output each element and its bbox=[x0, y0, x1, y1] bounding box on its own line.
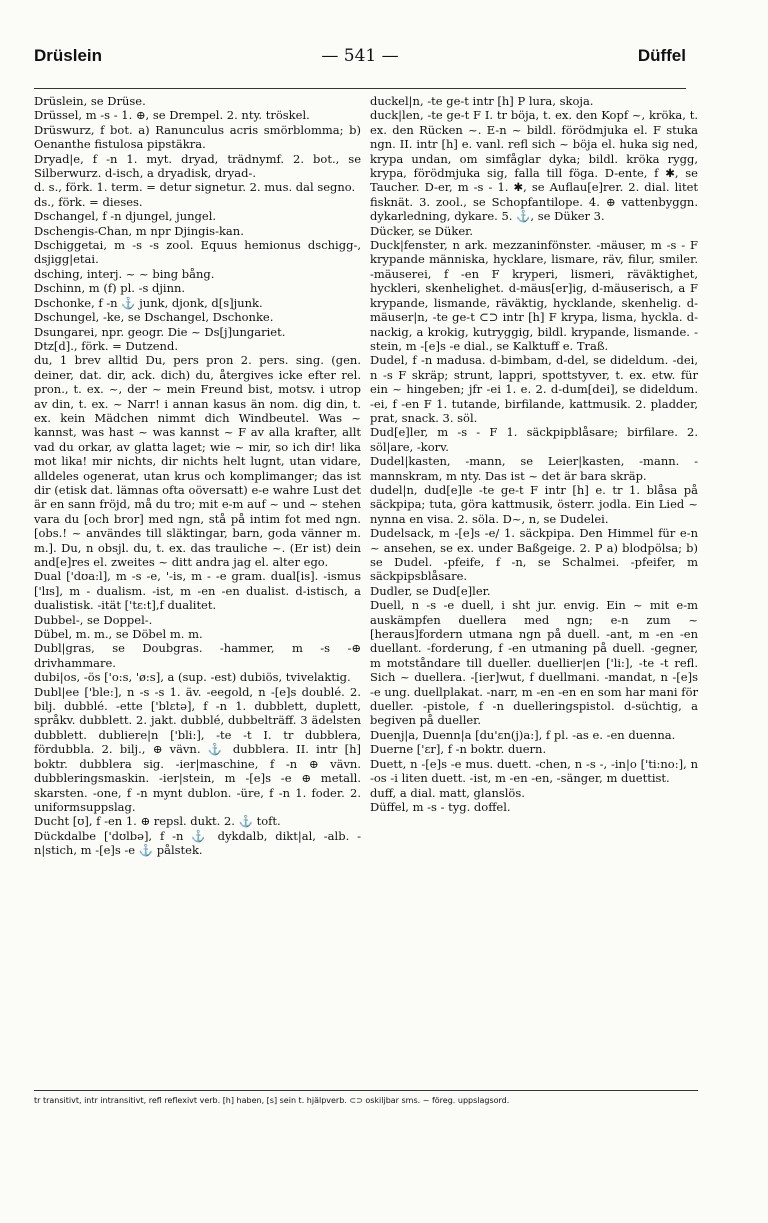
page-header bbox=[34, 46, 686, 72]
dictionary-entry: du, 1 brev alltid Du, pers pron 2. pers. sing. (gen. deiner, dat. dir, ack. dich) du, återgives icke efter rel. pron., t. ex. ~, der ~ mein Freund bist, motsv. i utrop av din, t. ex. ~ Narr! i annan kasus än nom. dig din, t. ex. kein Mädchen nimmt dich Windbeutel. Was ~ kannst, was hast ~ was kannst ~ F av alla krafter, allt vad du orkar, av glatta laget; wie ~ mir, so ich dir! lika mot lika! mir nichts, dir nichts helt lugnt, utan vidare, alldeles ogenerat, utan krus och komplimanger; das ist dir (etisk dat. lämnas ofta oöversatt) e-e wahre Lust det är en sann fröjd, må du tro; mit e-m auf ~ und ~ stehen vara du [och bror] med ngn, stå på intim fot med ngn. [obs.! ~ användes till släktingar, barn, goda vänner m. m.]. Du, n obsjl. du, t. ex. das trauliche ~. (Er ist) dein and[e]res el. zweites ~ ditt andra jag el. alter ego. bbox=[34, 353, 361, 569]
page-number: — 541 — bbox=[321, 46, 399, 66]
dictionary-entry: Duell, n -s -e duell, i sht jur. envig. Ein ~ mit e-m auskämpfen duellera med ngn; e-n zum ~ [heraus]fordern utmana ngn på duell. -ant, m -en -en duellant. -forderung, f -en utmaning på duell. -gegner, m motståndare till dueller. duellier|en ['li:], -te -t refl. Sich ~ duellera. -[ier]wut, f duellmani. -mandat, n -[e]s -e ung. duellplakat. -narr, m -en -en en som har mani för dueller. -pistole, f -n duelleringspistol. d-süchtig, a begiven på dueller. bbox=[370, 598, 698, 728]
dictionary-entry: Drüswurz, f bot. a) Ranunculus acris smörblomma; b) Oenanthe fistulosa pipstäkra. bbox=[34, 122, 361, 152]
left-guide-word: Drüslein bbox=[34, 46, 103, 65]
dictionary-entry: Dual ['dʊa:l], m -s -e, '-is, m - -e gram. dual[is]. -ismus ['lɪs], m - dualism. -ist, m -en -en dualist. d-istisch, a dualistisk. -ität ['tɛ:t],f dualitet. bbox=[34, 569, 361, 613]
dictionary-entry: Dtz[d]., förk. = Dutzend. bbox=[34, 338, 178, 353]
left-column bbox=[34, 94, 361, 858]
dictionary-entry: Dud[e]ler, m -s - F 1. säckpipblåsare; birfilare. 2. söl|are, -korv. bbox=[370, 425, 698, 454]
dictionary-entry: Dubl|ee ['ble:], n -s -s 1. äv. -eegold, n -[e]s doublé. 2. bilj. dubblé. -ette ['blɛtə], f -n 1. dubblett, duplett, språkv. dubblett. 2. jakt. dubblé, dubbelträff. 3 ädelsten dubblett. dubliere|n ['bli:], -te -t I. tr dubblera, fördubbla. 2. bilj., ⊕ vävn. ⚓ dubblera. II. intr [h] boktr. dubblera sig. -ier|maschine, f -n ⊕ vävn. dubbleringsmaskin. -ier|stein, m -[e]s -e ⊕ metall. skarsten. -one, f -n mynt dublon. -üre, f -n 1. foder. 2. uniformsuppslag. bbox=[34, 684, 361, 814]
dictionary-entry: dudel|n, dud[e]le -te ge-t F intr [h] e. tr 1. blåsa på säckpipa; tuta, göra kattmusik, österr. jodla. Ein Lied ~ nynna en visa. 2. söla. D~, n, se Dudelei. bbox=[370, 482, 698, 526]
dictionary-entry: Dubbel-, se Doppel-. bbox=[34, 612, 153, 627]
dictionary-entry: duff, a dial. matt, glanslös. bbox=[370, 785, 525, 800]
dictionary-entry: d. s., förk. 1. term. = detur signetur. 2. mus. dal segno. bbox=[34, 180, 356, 195]
dictionary-entry: Dudel|kasten, -mann, se Leier|kasten, -mann. -mannskram, m nty. Das ist ~ det är bara skräp. bbox=[370, 454, 698, 483]
abbreviation-key: tr transitivt, intr intransitivt, refl reflexivt verb. [h] haben, [s] sein t. hjälpverb. ⊂⊃ oskiljbar sms. ~ föreg. uppslagsord. bbox=[34, 1090, 698, 1106]
dictionary-entry: Dryad|e, f -n 1. myt. dryad, trädnymf. 2. bot., se Silberwurz. d-isch, a dryadisk, dryad-. bbox=[34, 151, 361, 181]
dictionary-entry: Duck|fenster, n ark. mezzaninfönster. -mäuser, m -s - F krypande människa, hycklare, lismare, räv, filur, smiler. -mäuserei, f -en F kryperi, lismeri, räväktighet, hyckleri, skenhelighet. d-mäus[er]ig, d-mäuserisch, a F krypande, lismande, räväktig, hycklande, skenhelig. d-mäuser|n, -te ge-t ⊂⊃ intr [h] F krypa, lisma, hyckla. d-nackig, a krokig, kutryggig, bildl. krypande, lismande. -stein, m -[e]s -e dial., se Kalktuff e. Traß. bbox=[370, 238, 698, 353]
dictionary-entry: Duenj|a, Duenn|a [du'ɛn(j)a:], f pl. -as e. -en duenna. bbox=[370, 727, 676, 742]
dictionary-entry: Dsungarei, npr. geogr. Die ~ Ds[j]ungariet. bbox=[34, 324, 286, 339]
dictionary-entry: Duett, n -[e]s -e mus. duett. -chen, n -s -, -in|o ['ti:no:], n -os -i liten duett. -ist, m -en -en, -sänger, m duettist. bbox=[370, 756, 698, 786]
dictionary-entry: duck|len, -te ge-t F I. tr böja, t. ex. den Kopf ~, kröka, t. ex. den Rücken ~. E-n ~ bildl. förödmjuka el. F stuka ngn. II. intr [h] e. vanl. refl sich ~ böja el. huka sig ned, krypa undan, om simfåglar dyka; bildl. kröka rygg, krypa, förödmjuka sig, falla till föga. D-ente, f ✱, se Taucher. D-er, m -s - 1. ✱, se Auflau[e]rer. 2. dial. litet fisknät. 3. zool., se Schopfantilope. 4. ⊕ vattenbyggn. dykarledning, dykare. 5. ⚓, se Düker 3. bbox=[370, 108, 698, 224]
dictionary-entry: Dücker, se Düker. bbox=[370, 223, 474, 238]
dictionary-entry: Dudelsack, m -[e]s -e/ 1. säckpipa. Den Himmel für e-n ~ ansehen, se ex. under Baßgeige. 2. P a) blodpölsa; b) se Dudel. -pfeife, f -n, se Schalmei. -pfeifer, m säckpipsblåsare. bbox=[370, 526, 698, 584]
dictionary-entry: Duerne ['ɛr], f -n boktr. duern. bbox=[370, 742, 547, 757]
dictionary-entry: Drüslein, se Drüse. bbox=[34, 94, 146, 108]
dictionary-entry: Ducht [ʊ], f -en 1. ⊕ repsl. dukt. 2. ⚓ toft. bbox=[34, 814, 281, 829]
right-guide-word: Düffel bbox=[637, 46, 686, 65]
dictionary-entry: Dubl|gras, se Doubgras. -hammer, m -s -⊕ drivhammare. bbox=[34, 641, 361, 670]
dictionary-entry: Dückdalbe ['dʊlbə], f -n ⚓ dykdalb, dikt|al, -alb. -n|stich, m -[e]s -e ⚓ pålstek. bbox=[34, 828, 361, 858]
dictionary-entry: Drüssel, m -s - 1. ⊕, se Drempel. 2. nty. tröskel. bbox=[34, 108, 310, 123]
dictionary-entry: ds., förk. = dieses. bbox=[34, 194, 143, 209]
dictionary-entry: Dschengis-Chan, m npr Djingis-kan. bbox=[34, 223, 244, 238]
dictionary-entry: dsching, interj. ~ ~ bing bång. bbox=[34, 266, 215, 281]
dictionary-entry: Dschonke, f -n ⚓ junk, djonk, d[s]junk. bbox=[34, 295, 263, 310]
dictionary-entry: Dübel, m. m., se Döbel m. m. bbox=[34, 627, 203, 642]
right-column bbox=[370, 94, 698, 814]
dictionary-entry: dubi|os, -ös ['o:s, 'ø:s], a (sup. -est) dubiös, tvivelaktig. bbox=[34, 670, 351, 685]
dictionary-entry: Dudler, se Dud[e]ler. bbox=[370, 583, 491, 598]
dictionary-entry: Dschiggetai, m -s -s zool. Equus hemionus dschigg-, dsjigg|etai. bbox=[34, 238, 361, 267]
dictionary-entry: duckel|n, -te ge-t intr [h] P lura, skoja. bbox=[370, 94, 594, 108]
dictionary-entry: Düffel, m -s - tyg. doffel. bbox=[370, 799, 511, 814]
dictionary-entry: Dschinn, m (f) pl. -s djinn. bbox=[34, 281, 186, 296]
dictionary-entry: Dschungel, -ke, se Dschangel, Dschonke. bbox=[34, 310, 274, 325]
dictionary-entry: Dudel, f -n madusa. d-bimbam, d-del, se dideldum. -dei, n -s F skräp; strunt, lappri, spottstyver, t. ex. etw. für ein ~ hingeben; jfr -ei 1. e. 2. d-dum[dei], se dideldum. -ei, f -en F 1. tutande, birfilande, kattmusik. 2. pladder, prat, snack. 3. söl. bbox=[370, 353, 698, 425]
dictionary-entry: Dschangel, f -n djungel, jungel. bbox=[34, 209, 217, 224]
header-rule bbox=[34, 88, 686, 89]
